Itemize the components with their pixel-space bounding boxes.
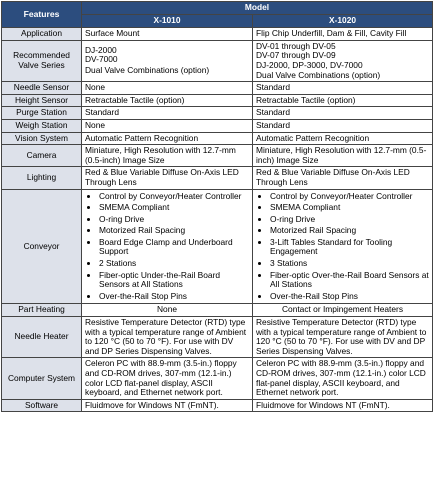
features-header: Features <box>2 2 82 28</box>
row-label: Computer System <box>2 358 82 399</box>
model-header: Model <box>82 2 433 15</box>
row-label: Part Heating <box>2 304 82 317</box>
row-label: Software <box>2 399 82 412</box>
row-label: Camera <box>2 145 82 167</box>
table-row-lighting <box>2 167 433 189</box>
list-item: • Over-the-Rail Stop Pins <box>99 292 249 302</box>
row-label: Needle Heater <box>2 317 82 358</box>
table-row-software <box>2 399 433 412</box>
cell-x1010: None <box>82 119 253 132</box>
spec-table <box>1 1 433 412</box>
table-row-conveyor <box>2 189 433 304</box>
cell-x1010: Retractable Tactile (option) <box>82 94 253 107</box>
cell-x1010: Resistive Temperature Detector (RTD) type with a typical temperature range of Ambient to 120 °C (50 to 70 °F). For use with DV and DP Series Dispensing Valves. <box>82 317 253 358</box>
cell-x1010: None <box>82 304 253 317</box>
valve-line: DV-07 through DV-09 <box>256 50 336 61</box>
conveyor-list <box>85 192 249 302</box>
row-label: Vision System <box>2 132 82 145</box>
list-item: • Control by Conveyor/Heater Controller <box>99 192 249 202</box>
cell-x1010 <box>82 189 253 304</box>
list-item: • Over-the-Rail Stop Pins <box>270 292 429 302</box>
list-item: • O-ring Drive <box>99 215 249 225</box>
list-item: • SMEMA Compliant <box>270 203 429 213</box>
model-x1020-header: X-1020 <box>253 14 433 28</box>
list-item: • SMEMA Compliant <box>99 203 249 213</box>
cell-x1020: Flip Chip Underfill, Dam & Fill, Cavity Fill <box>253 28 433 41</box>
list-item: • 2 Stations <box>99 259 249 269</box>
row-label: Height Sensor <box>2 94 82 107</box>
cell-x1020: Automatic Pattern Recognition <box>253 132 433 145</box>
row-label: Conveyor <box>2 189 82 304</box>
row-label: Application <box>2 28 82 41</box>
model-x1010-header: X-1010 <box>82 14 253 28</box>
cell-x1020: Contact or Impingement Heaters <box>253 304 433 317</box>
list-item: • O-ring Drive <box>270 215 429 225</box>
table-row-needle-heater <box>2 317 433 358</box>
row-label: Lighting <box>2 167 82 189</box>
cell-x1010 <box>82 40 253 81</box>
cell-x1020: Fluidmove for Windows NT (FmNT). <box>253 399 433 412</box>
row-label: Purge Station <box>2 107 82 120</box>
cell-x1010: Miniature, High Resolution with 12.7-mm (0.5-inch) Image Size <box>82 145 253 167</box>
cell-x1020: Standard <box>253 119 433 132</box>
cell-x1020: Miniature, High Resolution with 12.7-mm (0.5-inch) Image Size <box>253 145 433 167</box>
cell-x1010: Standard <box>82 107 253 120</box>
cell-x1020: Retractable Tactile (option) <box>253 94 433 107</box>
table-row-needle-sensor <box>2 82 433 95</box>
row-label: Recommended Valve Series <box>2 40 82 81</box>
table-row-valves <box>2 40 433 81</box>
list-item: • Motorized Rail Spacing <box>99 226 249 236</box>
table-row-computer-system <box>2 358 433 399</box>
list-item: • Fiber-optic Under-the-Rail Board Sensors at All Stations <box>99 271 249 290</box>
list-item: • 3 Stations <box>270 259 429 269</box>
valve-line: DJ-2000, DP-3000, DV-7000 <box>256 59 363 70</box>
list-item: • Motorized Rail Spacing <box>270 226 429 236</box>
cell-x1010: Red & Blue Variable Diffuse On-Axis LED Through Lens <box>82 167 253 189</box>
cell-x1010: Surface Mount <box>82 28 253 41</box>
list-item: • Control by Conveyor/Heater Controller <box>270 192 429 202</box>
cell-x1020: Standard <box>253 107 433 120</box>
list-item: • Board Edge Clamp and Underboard Support <box>99 238 249 257</box>
valve-line: Dual Valve Combinations (option) <box>85 64 210 75</box>
header-row <box>2 2 433 15</box>
cell-x1010: None <box>82 82 253 95</box>
row-label: Weigh Station <box>2 119 82 132</box>
cell-x1020 <box>253 189 433 304</box>
table-row-application <box>2 28 433 41</box>
conveyor-list <box>256 192 429 302</box>
row-label: Needle Sensor <box>2 82 82 95</box>
cell-x1020: Resistive Temperature Detector (RTD) type with a typical temperature range of Ambient to 120 °C (50 to 70 °F). For use with DV and DP Series Dispensing Valves. <box>253 317 433 358</box>
cell-x1020: Red & Blue Variable Diffuse On-Axis LED Through Lens <box>253 167 433 189</box>
valve-line: DV-7000 <box>85 54 118 65</box>
table-row-weigh-station <box>2 119 433 132</box>
cell-x1020 <box>253 40 433 81</box>
valve-line: Dual Valve Combinations (option) <box>256 69 381 80</box>
cell-x1020: Standard <box>253 82 433 95</box>
list-item: • Fiber-optic Over-the-Rail Board Sensors at All Stations <box>270 271 429 290</box>
valve-line: DV-01 through DV-05 <box>256 40 336 51</box>
list-item: • 3-Lift Tables Standard for Tooling Engagement <box>270 238 429 257</box>
table-row-camera <box>2 145 433 167</box>
table-row-purge-station <box>2 107 433 120</box>
table-row-height-sensor <box>2 94 433 107</box>
cell-x1010: Automatic Pattern Recognition <box>82 132 253 145</box>
cell-x1010: Celeron PC with 88.9-mm (3.5-in.) floppy and CD-ROM drives, 307-mm (12.1-in.) color LCD flat-panel display, ASCII keyboard, and Ethernet network port. <box>82 358 253 399</box>
cell-x1010: Fluidmove for Windows NT (FmNT). <box>82 399 253 412</box>
cell-x1020: Celeron PC with 88.9-mm (3.5-in.) floppy and CD-ROM drives, 307-mm (12.1-in.) color LCD flat-panel display, ASCII keyboard, and Ethernet network port. <box>253 358 433 399</box>
table-row-vision-system <box>2 132 433 145</box>
valve-line: DJ-2000 <box>85 44 117 55</box>
table-row-part-heating <box>2 304 433 317</box>
